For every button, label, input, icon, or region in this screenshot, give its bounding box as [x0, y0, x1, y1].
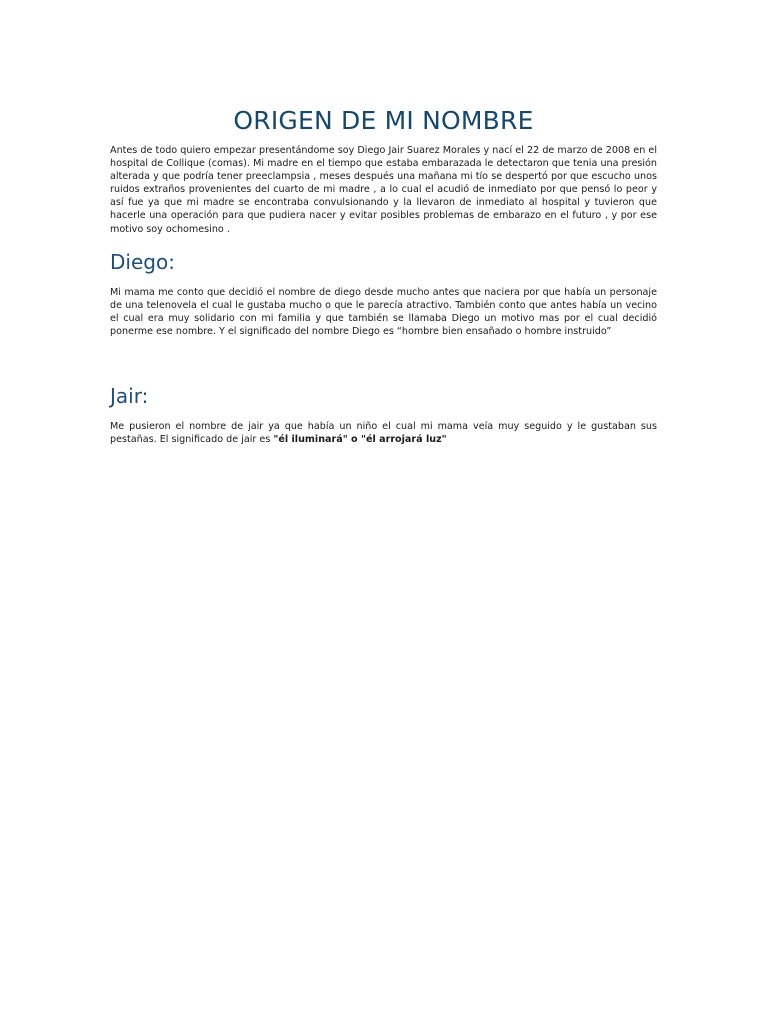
diego-paragraph: Mi mama me conto que decidió el nombre de diego desde mucho antes que naciera por que había un personaje de una telenovela el cual le gustaba mucho o que le parecía atractivo. También conto que antes había un vecino el cual era muy solidario con mi familia y que también se llamaba Diego un motivo mas por el cual decidió ponerme ese nombre. Y el significado del nombre Diego es “hombre bien ensañado o hombre instruido”: [110, 286, 657, 337]
document-title: ORIGEN DE MI NOMBRE: [233, 106, 534, 135]
intro-paragraph: Antes de todo quiero empezar presentándome soy Diego Jair Suarez Morales y nací el 22 de marzo de 2008 en el hospital de Collique (comas). Mi madre en el tiempo que estaba embarazada le detectaron que tenia una presión alterada y que podría tener preeclampsia , meses después una mañana mi tío se despertó por que escucho unos ruidos extraños provenientes del cuarto de mi madre , a lo cual el acudió de inmediato por que pensó lo peor y así fue ya que mi madre se encontraba convulsionando y la llevaron de inmediato al hospital y tuvieron que hacerle una operación para que pudiera nacer y evitar posibles problemas de embarazo en el futuro , y por ese motivo soy ochomesino .: [110, 145, 657, 235]
jair-text: Me pusieron el nombre de jair ya que había un niño el cual mi mama veía muy seguido y le gustaban sus pestañas. El significado de jair es: [110, 421, 657, 446]
jair-meaning: "él iluminará" o "él arrojará luz": [273, 434, 447, 446]
jair-paragraph: [110, 420, 657, 446]
jair-heading: Jair:: [110, 384, 149, 409]
diego-heading: Diego:: [110, 249, 175, 274]
document-page: [110, 104, 657, 446]
